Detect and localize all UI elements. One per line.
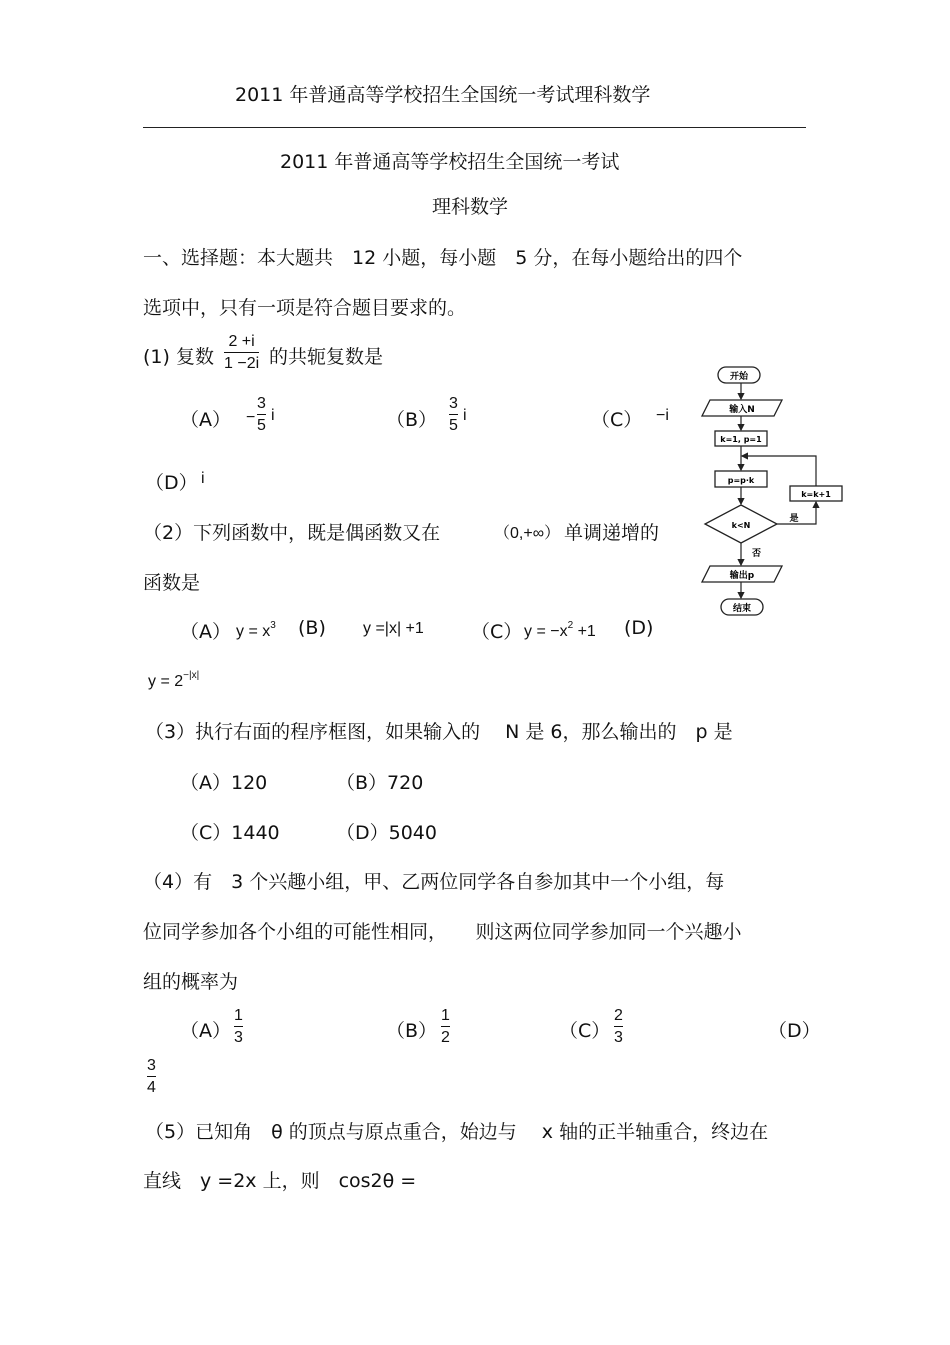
q4-option-b-label: （B）	[386, 1020, 438, 1042]
q1-fraction	[224, 332, 259, 373]
section-instructions-line2: 选项中，只有一项是符合题目要求的。	[143, 297, 467, 319]
q1-option-a-sign: −	[246, 409, 256, 426]
q4-option-c-num: 2	[614, 1007, 623, 1024]
q4-option-a-fraction	[234, 1006, 243, 1047]
q3-stem: （3）执行右面的程序框图，如果输入的 N 是 6，那么输出的 p 是	[145, 721, 733, 743]
q1-option-b-label: （B）	[386, 409, 438, 431]
q4-option-c-fraction	[614, 1006, 623, 1047]
q1-option-c-value: −i	[656, 407, 669, 424]
fc-no-label: 否	[752, 549, 762, 559]
q2-option-a-label: （A）	[180, 621, 231, 643]
header-divider	[143, 127, 806, 128]
q2-option-b-value: y =|x| +1	[363, 620, 424, 637]
fc-multiply-label: p=p·k	[727, 476, 755, 485]
q3-option-d: （D）5040	[336, 822, 437, 844]
program-flowchart	[690, 360, 850, 622]
q4-option-c-label: （C）	[559, 1020, 611, 1042]
fc-output-label: 输出p	[729, 571, 755, 581]
q1-stem: (1) 复数	[143, 346, 214, 368]
q5-stem-line1: （5）已知角 θ 的顶点与原点重合，始边与 x 轴的正半轴重合，终边在	[145, 1121, 769, 1143]
q4-option-a-label: （A）	[180, 1020, 231, 1042]
q4-option-d-num: 3	[147, 1057, 156, 1074]
q4-option-d-fraction	[147, 1056, 156, 1097]
q1-option-a-num: 3	[257, 395, 266, 412]
exam-title: 2011 年普通高等学校招生全国统一考试	[280, 151, 620, 173]
q4-option-b-fraction	[441, 1006, 450, 1047]
fc-end-label: 结束	[732, 604, 752, 614]
fc-start-label: 开始	[729, 372, 749, 382]
q2-option-a-value: $y = x^3$	[236, 620, 276, 640]
q4-option-c-den: 3	[614, 1029, 623, 1046]
q4-stem-line3: 组的概率为	[143, 971, 239, 993]
q2-option-c-value: $y = -x^2 +1$	[524, 620, 596, 640]
q4-stem-line1: （4）有 3 个兴趣小组，甲、乙两位同学各自参加其中一个小组，每	[143, 871, 725, 893]
q1-option-b-den: 5	[449, 417, 458, 434]
q3-option-b: （B）720	[336, 772, 424, 794]
q2-option-b-label: (B)	[298, 617, 326, 639]
q4-option-a-den: 3	[234, 1029, 243, 1046]
q1-option-a-label: （A）	[180, 409, 231, 431]
fc-input-label: 输入N	[729, 405, 755, 415]
q1-option-b-num: 3	[449, 395, 458, 412]
q1-option-a-fraction	[257, 394, 266, 435]
q2-stem-tail: 单调递增的	[564, 522, 660, 544]
fc-yes-label: 是	[789, 514, 799, 524]
q4-option-d-den: 4	[147, 1079, 156, 1096]
q2-option-c-label: （C）	[471, 621, 523, 643]
q1-stem-tail: 的共轭复数是	[269, 346, 384, 368]
q1-option-d-value: i	[201, 470, 205, 487]
q4-option-d-label: （D）	[768, 1020, 821, 1042]
q1-option-b-i: i	[463, 407, 467, 424]
q1-option-a-i: i	[271, 407, 275, 424]
q1-option-c-label: （C）	[591, 409, 643, 431]
q2-option-d-value: $y = 2^{-|x|}$	[148, 670, 200, 690]
fc-increment-label: k=k+1	[801, 490, 831, 499]
q1-option-b-fraction	[449, 394, 458, 435]
exam-subject: 理科数学	[432, 196, 509, 218]
q1-numerator: 2 +i	[228, 333, 255, 350]
q2-stem: （2）下列函数中，既是偶函数又在	[143, 522, 441, 544]
q3-option-a: （A）120	[180, 772, 268, 794]
q2-stem-line2: 函数是	[143, 572, 201, 594]
q4-option-a-num: 1	[234, 1007, 243, 1024]
q2-option-d-label: (D)	[624, 617, 654, 639]
q5-stem-line2: 直线 y =2x 上，则 cos2θ =	[143, 1170, 417, 1192]
q2-interval: （0,+∞）	[494, 525, 561, 542]
fc-condition-label: k<N	[731, 521, 751, 530]
q1-option-d-label: （D）	[145, 472, 198, 494]
q1-option-a-den: 5	[257, 417, 266, 434]
q4-stem-line2: 位同学参加各个小组的可能性相同， 则这两位同学参加同一个兴趣小	[143, 921, 742, 943]
q4-option-b-num: 1	[441, 1007, 450, 1024]
running-title: 2011 年普通高等学校招生全国统一考试理科数学	[235, 84, 651, 106]
q1-denominator: 1 −2i	[224, 355, 260, 372]
section-instructions-line1: 一、选择题：本大题共 12 小题，每小题 5 分，在每小题给出的四个	[143, 247, 743, 269]
fc-init-label: k=1, p=1	[720, 435, 762, 444]
q3-option-c: （C）1440	[180, 822, 280, 844]
q4-option-b-den: 2	[441, 1029, 450, 1046]
